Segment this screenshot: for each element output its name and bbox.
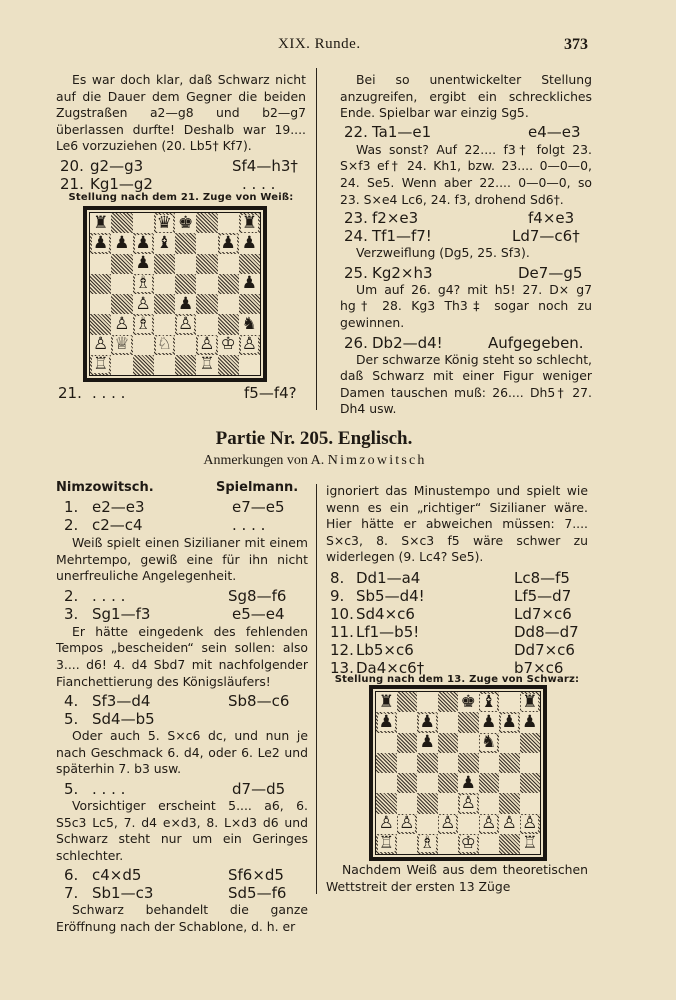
commentary-paragraph: Weiß spielt einen Sizilianer mit einem Mehrtempo, gewiß eine für ihn nicht unerfreuliche Angelegenheit. (56, 535, 308, 584)
square-e6 (175, 254, 196, 274)
running-header: XIX. Runde. (278, 36, 361, 52)
upper-left-after-diagram (56, 384, 306, 402)
square-f1 (479, 834, 500, 854)
commentary-paragraph: Der schwarze König steht so schlecht, daß Schwarz mit einer Figur weniger Damen tauschen muß: 26.... Dh5† 27. Dh4 usw. (340, 351, 592, 417)
square-c6 (133, 254, 154, 274)
move-row: 11. Lf1—b5! Dd8—d7 (330, 622, 579, 641)
square-b6 (397, 733, 418, 753)
move-list (326, 569, 588, 677)
move-row: 6. c4×d5 Sf6×d5 (64, 866, 284, 885)
chess-piece-icon: ♗ (135, 313, 151, 334)
square-h8 (520, 692, 541, 712)
square-g5 (499, 753, 520, 773)
square-c6 (417, 733, 438, 753)
move-row: 2. c2—c4 . . . . (64, 516, 266, 534)
square-c5 (133, 274, 154, 294)
square-a1 (90, 355, 111, 375)
commentary-paragraph: Er hätte eingedenk des fehlenden Tempos „bescheiden“ sein sollen: also 3.... d6! 4. d4 Sbd7 mit nachfolgender Fianchettierung des Königsläufers! (56, 623, 308, 689)
white-player: Nimzowitsch. (56, 480, 154, 495)
square-e2 (458, 814, 479, 834)
square-d2 (438, 814, 459, 834)
square-g3 (218, 314, 239, 334)
square-f3 (196, 314, 217, 334)
board-squares (89, 212, 261, 376)
square-h6 (239, 254, 260, 274)
square-b5 (111, 274, 132, 294)
square-a8 (376, 692, 397, 712)
commentary-paragraph: Nachdem Weiß aus dem theoretischen Wettstreit der ersten 13 Züge (326, 862, 588, 894)
square-b6 (111, 254, 132, 274)
annotator-name: Nimzowitsch (327, 453, 427, 468)
chess-piece-icon: ♔ (220, 334, 236, 355)
square-a3 (376, 793, 397, 813)
square-h3 (239, 314, 260, 334)
square-e4 (458, 773, 479, 793)
square-e2 (175, 335, 196, 355)
square-e8 (175, 213, 196, 233)
square-c2 (417, 814, 438, 834)
chess-piece-icon: ♜ (93, 212, 109, 233)
move-row: 10. Sd4×c6 Ld7×c6 (330, 604, 572, 623)
square-a4 (376, 773, 397, 793)
move-row: 9. Sb5—d4! Lf5—d7 (330, 586, 572, 605)
square-e8 (458, 692, 479, 712)
square-d7 (154, 233, 175, 253)
square-c1 (133, 355, 154, 375)
lower-right-column (326, 483, 588, 677)
square-c3 (417, 793, 438, 813)
annotation-credit: Anmerkungen von A. Nimzowitsch (203, 453, 427, 468)
move-row: 21. Kg1—g2 . . . . (60, 174, 276, 193)
square-e4 (175, 294, 196, 314)
chess-piece-icon: ♙ (399, 813, 415, 834)
square-h1 (239, 355, 260, 375)
move-row: 3. Sg1—f3 e5—e4 (64, 604, 285, 623)
square-d8 (154, 213, 175, 233)
square-b3 (397, 793, 418, 813)
square-a6 (376, 733, 397, 753)
chess-piece-icon: ♞ (481, 732, 497, 753)
square-b1 (397, 834, 418, 854)
square-d1 (438, 834, 459, 854)
square-e3 (175, 314, 196, 334)
square-g6 (218, 254, 239, 274)
square-d6 (438, 733, 459, 753)
square-c7 (133, 233, 154, 253)
chess-piece-icon: ♟ (460, 772, 476, 793)
chess-piece-icon: ♜ (241, 212, 257, 233)
square-f8 (196, 213, 217, 233)
diagram-caption: Stellung nach dem 13. Zuge von Schwarz: (334, 674, 580, 685)
chess-piece-icon: ♟ (522, 711, 538, 732)
chess-piece-icon: ♟ (114, 232, 130, 253)
chess-diagram-2 (370, 686, 546, 860)
lower-left-column (56, 480, 308, 936)
chess-piece-icon: ♙ (481, 813, 497, 834)
chess-piece-icon: ♘ (156, 334, 172, 355)
square-g4 (499, 773, 520, 793)
square-e3 (458, 793, 479, 813)
square-f2 (196, 335, 217, 355)
square-f6 (196, 254, 217, 274)
chess-piece-icon: ♙ (440, 813, 456, 834)
chess-piece-icon: ♟ (135, 253, 151, 274)
black-player: Spielmann. (216, 480, 299, 495)
move-row: 2. . . . . Sg8—f6 (64, 586, 287, 605)
square-g7 (218, 233, 239, 253)
square-f3 (479, 793, 500, 813)
chess-piece-icon: ♟ (481, 711, 497, 732)
move-row: 12. Lb5×c6 Dd7×c6 (330, 640, 575, 659)
chess-piece-icon: ♟ (135, 232, 151, 253)
square-d3 (438, 793, 459, 813)
square-h2 (239, 335, 260, 355)
square-c3 (133, 314, 154, 334)
square-b1 (111, 355, 132, 375)
chess-piece-icon: ♝ (481, 691, 497, 712)
chess-piece-icon: ♙ (135, 293, 151, 314)
square-a6 (90, 254, 111, 274)
chess-piece-icon: ♟ (220, 232, 236, 253)
chess-piece-icon: ♙ (522, 813, 538, 834)
square-c4 (133, 294, 154, 314)
page-number: 373 (564, 36, 588, 53)
commentary-paragraph: ignoriert das Minustempo und spielt wie wenn es ein „richtiger“ Sizilianer wäre. Hier hätte er abweichen müssen: 7.... S×c3, 8. S×c3 f5 wäre schwer zu widerlegen (9. Lc4? Se5). (326, 483, 588, 565)
chess-piece-icon: ♙ (460, 792, 476, 813)
square-b4 (397, 773, 418, 793)
square-e7 (458, 712, 479, 732)
chess-piece-icon: ♖ (522, 833, 538, 854)
chess-diagram-1 (84, 207, 266, 381)
commentary-paragraph: Schwarz behandelt die ganze Eröffnung nach der Schablone, d. h. er (56, 902, 308, 934)
chess-piece-icon: ♕ (114, 334, 130, 355)
chess-piece-icon: ♗ (419, 833, 435, 854)
chess-piece-icon: ♙ (93, 334, 109, 355)
square-b8 (397, 692, 418, 712)
square-c5 (417, 753, 438, 773)
square-c7 (417, 712, 438, 732)
square-h7 (239, 233, 260, 253)
square-g1 (499, 834, 520, 854)
chess-piece-icon: ♙ (241, 334, 257, 355)
chess-piece-icon: ♙ (378, 813, 394, 834)
square-g2 (218, 335, 239, 355)
commentary-paragraph: Es war doch klar, daß Schwarz nicht auf die Dauer dem Gegner die beiden Zugstraßen a2—g8 und b2—g7 überlassen durfte! Deshalb war 19.... Le6 vorzuziehen (20. Lb5† Kf7). (56, 72, 306, 154)
square-c8 (417, 692, 438, 712)
chess-piece-icon: ♙ (114, 313, 130, 334)
move-row: 24. Tf1—f7! Ld7—c6† (344, 227, 580, 246)
square-c8 (133, 213, 154, 233)
square-d5 (154, 274, 175, 294)
move-row: 13. Da4×c6† b7×c6 (330, 658, 564, 677)
square-d1 (154, 355, 175, 375)
move-row: 25. Kg2×h3 De7—g5 (344, 263, 583, 282)
commentary-paragraph: Um auf 26. g4? mit h5! 27. D× g7 hg† 28. Kg3 Th3‡ sogar noch zu gewinnen. (340, 281, 592, 330)
chess-piece-icon: ♞ (241, 313, 257, 334)
chess-piece-icon: ♙ (178, 313, 194, 334)
square-f4 (479, 773, 500, 793)
square-d4 (154, 294, 175, 314)
square-a3 (90, 314, 111, 334)
chess-piece-icon: ♛ (156, 212, 172, 233)
move-row: 7. Sb1—c3 Sd5—f6 (64, 884, 287, 903)
square-g2 (499, 814, 520, 834)
square-a2 (90, 335, 111, 355)
square-b5 (397, 753, 418, 773)
square-c1 (417, 834, 438, 854)
square-h2 (520, 814, 541, 834)
square-b4 (111, 294, 132, 314)
square-f8 (479, 692, 500, 712)
square-h6 (520, 733, 541, 753)
square-a7 (376, 712, 397, 732)
square-d6 (154, 254, 175, 274)
square-f1 (196, 355, 217, 375)
square-e5 (458, 753, 479, 773)
square-e1 (175, 355, 196, 375)
chess-piece-icon: ♟ (419, 711, 435, 732)
chess-piece-icon: ♟ (241, 273, 257, 294)
square-e5 (175, 274, 196, 294)
square-g5 (218, 274, 239, 294)
square-a7 (90, 233, 111, 253)
chess-piece-icon: ♟ (501, 711, 517, 732)
move-row: 5. . . . . d7—d5 (64, 779, 286, 798)
square-g7 (499, 712, 520, 732)
move-row: 1. e2—e3 e7—e5 (64, 498, 285, 516)
square-a8 (90, 213, 111, 233)
move-row: 8. Dd1—a4 Lc8—f5 (330, 568, 570, 587)
square-f2 (479, 814, 500, 834)
move-row: 23. f2×e3 f4×e3 (344, 209, 575, 228)
move-row: 22. Ta1—e1 e4—e3 (344, 122, 581, 141)
square-b8 (111, 213, 132, 233)
square-g1 (218, 355, 239, 375)
square-c4 (417, 773, 438, 793)
chess-piece-icon: ♚ (460, 691, 476, 712)
chess-piece-icon: ♚ (178, 212, 194, 233)
chess-piece-icon: ♟ (178, 293, 194, 314)
chess-piece-icon: ♗ (135, 273, 151, 294)
square-g6 (499, 733, 520, 753)
square-e1 (458, 834, 479, 854)
square-d3 (154, 314, 175, 334)
chess-piece-icon: ♟ (93, 232, 109, 253)
game-title: Partie Nr. 205. Englisch. (215, 428, 413, 449)
chess-piece-icon: ♟ (378, 711, 394, 732)
square-d2 (154, 335, 175, 355)
move-row: 5. Sd4—b5 (64, 710, 155, 729)
move-row: 4. Sf3—d4 Sb8—c6 (64, 692, 290, 711)
square-h7 (520, 712, 541, 732)
square-h8 (239, 213, 260, 233)
square-g8 (499, 692, 520, 712)
chess-piece-icon: ♔ (460, 833, 476, 854)
chess-piece-icon: ♙ (501, 813, 517, 834)
square-f4 (196, 294, 217, 314)
square-d7 (438, 712, 459, 732)
square-h3 (520, 793, 541, 813)
commentary-paragraph: Vorsichtiger erscheint 5.... a6, 6. S5c3 Lc5, 7. d4 e×d3, 8. L×d3 d6 und Schwarz steht nur um ein Geringes schlechter. (56, 797, 308, 863)
players-row (56, 480, 308, 498)
square-d5 (438, 753, 459, 773)
square-a1 (376, 834, 397, 854)
square-f7 (479, 712, 500, 732)
upper-left-column (56, 72, 306, 193)
square-g3 (499, 793, 520, 813)
chess-piece-icon: ♜ (378, 691, 394, 712)
square-f5 (479, 753, 500, 773)
column-divider-lower (316, 484, 317, 894)
lower-right-after-diagram (326, 862, 588, 895)
square-h5 (520, 753, 541, 773)
commentary-paragraph: Bei so unentwickelter Stellung anzugreifen, ergibt ein schreckliches Ende. Spielbar war einzig Sg5. (340, 72, 592, 121)
square-a5 (376, 753, 397, 773)
chess-piece-icon: ♜ (522, 691, 538, 712)
square-b2 (397, 814, 418, 834)
square-e7 (175, 233, 196, 253)
square-h1 (520, 834, 541, 854)
square-b2 (111, 335, 132, 355)
upper-right-column (340, 72, 592, 418)
square-h5 (239, 274, 260, 294)
board-squares (375, 691, 541, 855)
move-row: 20. g2—g3 Sf4—h3† (60, 156, 298, 175)
square-c2 (133, 335, 154, 355)
chess-piece-icon: ♖ (93, 354, 109, 375)
square-g4 (218, 294, 239, 314)
square-a5 (90, 274, 111, 294)
commentary-paragraph: Verzweiflung (Dg5, 25. Sf3). (356, 245, 530, 261)
square-h4 (239, 294, 260, 314)
square-f6 (479, 733, 500, 753)
chess-piece-icon: ♝ (156, 232, 172, 253)
square-e6 (458, 733, 479, 753)
chess-piece-icon: ♖ (199, 354, 215, 375)
move-row: 26. Db2—d4! Aufgegeben. (344, 333, 584, 352)
commentary-paragraph: Was sonst? Auf 22.... f3† folgt 23. S×f3 ef† 24. Kh1, bzw. 23.... 0—0—0, 24. Se5. Wenn aber 22.... 0—0—0, so 23. S×e4 Lc6, 24. f3, drohend Sd6†. (340, 141, 592, 207)
square-g8 (218, 213, 239, 233)
square-a2 (376, 814, 397, 834)
square-f7 (196, 233, 217, 253)
move-row: 21. . . . . f5—f4? (58, 384, 297, 402)
square-h4 (520, 773, 541, 793)
square-d4 (438, 773, 459, 793)
diagram-caption: Stellung nach dem 21. Zuge von Weiß: (68, 192, 294, 203)
commentary-paragraph: Oder auch 5. S×c6 dc, und nun je nach Geschmack 6. d4, oder 6. Le2 und späterhin 7. b3 usw. (56, 728, 308, 777)
chess-piece-icon: ♟ (419, 732, 435, 753)
column-divider-upper (316, 68, 317, 410)
chess-piece-icon: ♙ (199, 334, 215, 355)
chess-piece-icon: ♟ (241, 232, 257, 253)
square-b7 (397, 712, 418, 732)
square-b3 (111, 314, 132, 334)
square-f5 (196, 274, 217, 294)
square-a4 (90, 294, 111, 314)
square-d8 (438, 692, 459, 712)
square-b7 (111, 233, 132, 253)
chess-piece-icon: ♖ (378, 833, 394, 854)
